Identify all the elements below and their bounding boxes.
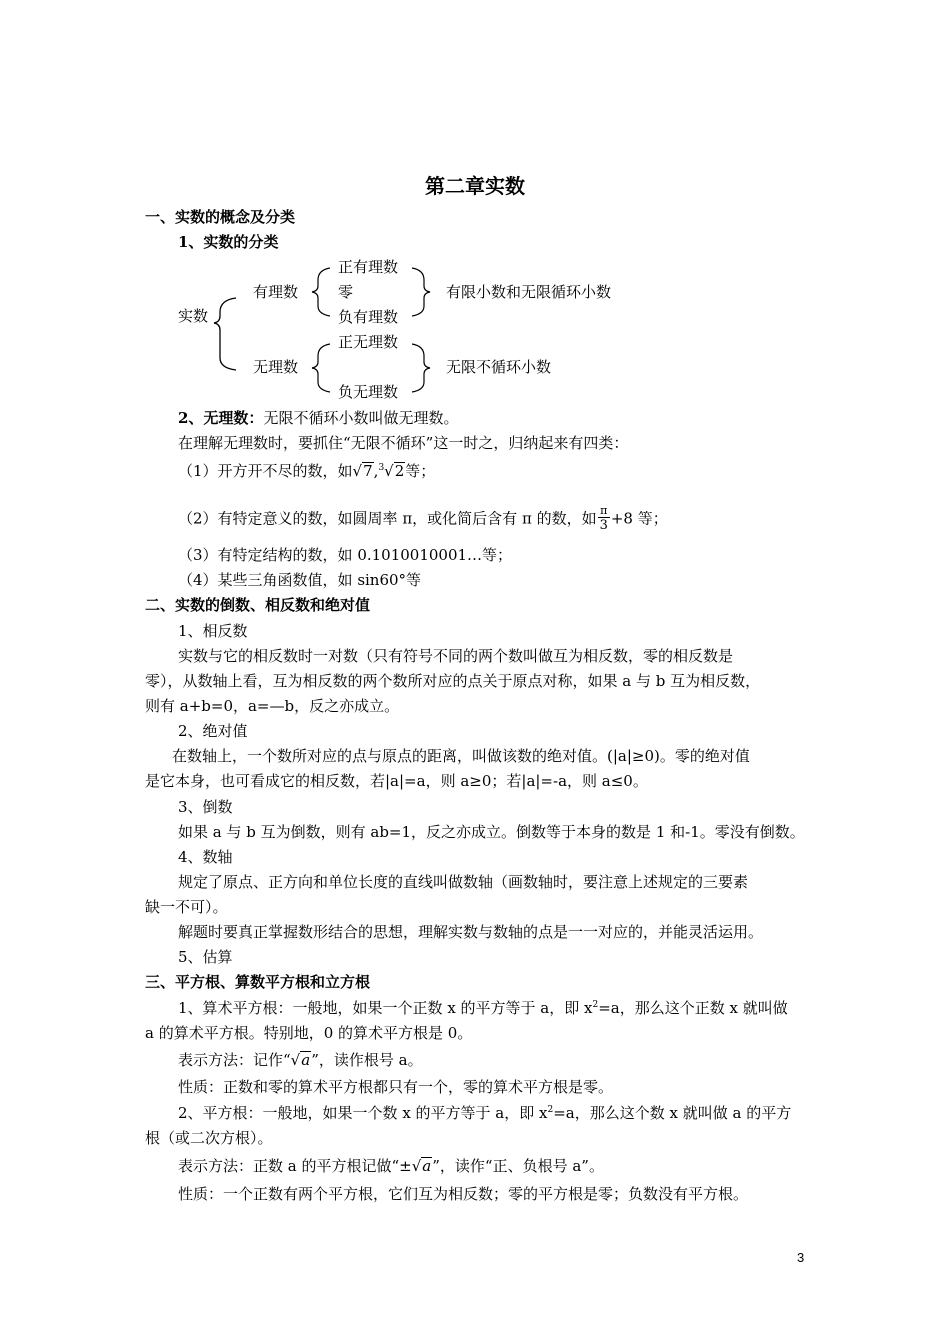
tree-rational-item-1: 零 xyxy=(338,283,354,301)
tree-irrational: 无理数 xyxy=(253,358,299,376)
section3-p4a xyxy=(178,1103,791,1123)
chapter-title: 第二章实数 xyxy=(425,174,525,198)
tree-rational-item-2: 负有理数 xyxy=(338,308,399,326)
tree-irrational-item-0: 正无理数 xyxy=(338,333,399,351)
section2-p2b: 是它本身，也可看成它的相反数，若|a|=a，则 a≥0；若|a|=-a，则 a≤0。 xyxy=(145,772,648,790)
section2-sub1: 1、相反数 xyxy=(178,622,248,640)
section2-p4c: 解题时要真正掌握数形结合的思想，理解实数与数轴的点是一一对应的，并能灵活运用。 xyxy=(178,923,764,941)
p4a-pre: 2、平方根：一般地，如果一个数 x 的平方等于 a，即 x xyxy=(178,1104,548,1122)
section3-p5 xyxy=(178,1156,604,1176)
irrational-right-brace xyxy=(412,344,430,392)
tree-rational-desc: 有限小数和无限循环小数 xyxy=(446,283,612,301)
irrational-item-4: （4）某些三角函数值，如 sin60°等 xyxy=(178,571,422,589)
section3-heading: 三、平方根、算数平方根和立方根 xyxy=(145,973,371,991)
tree-rational: 有理数 xyxy=(253,283,299,301)
section3-p1a xyxy=(178,998,788,1018)
rational-left-brace xyxy=(312,268,330,316)
p1a-post: =a，那么这个正数 x 就叫做 xyxy=(598,999,788,1017)
section2-sub4: 4、数轴 xyxy=(178,848,233,866)
irrational-left-brace xyxy=(312,344,330,392)
item2-suffix: +8 等； xyxy=(610,509,668,528)
item1-suffix: 等； xyxy=(405,462,436,480)
section2-sub5: 5、估算 xyxy=(178,948,233,966)
p1a-superscript: 2 xyxy=(592,1000,599,1010)
section1-heading: 一、实数的概念及分类 xyxy=(145,208,296,226)
fraction-denominator: 3 xyxy=(599,518,608,533)
page-number: 3 xyxy=(797,1250,805,1265)
cube-root-symbol: √ xyxy=(384,462,394,480)
p4a-superscript: 2 xyxy=(547,1105,554,1115)
tree-root: 实数 xyxy=(178,307,209,325)
section3-p6: 性质：一个正数有两个平方根，它们互为相反数；零的平方根是零；负数没有平方根。 xyxy=(178,1185,749,1203)
p2-post: ”，读作根号 a。 xyxy=(311,1051,423,1069)
irrational-item-2 xyxy=(178,505,668,534)
section2-p1c: 则有 a+b=0，a=—b，反之亦成立。 xyxy=(145,697,400,715)
rational-right-brace xyxy=(412,268,430,316)
sqrt-symbol: √ xyxy=(352,462,363,480)
tree-rational-item-0: 正有理数 xyxy=(338,258,399,276)
irrational-item-1: （1）开方开不尽的数，如√7,$^3$√2等； xyxy=(178,462,436,480)
pm-sqrt-radicand: a xyxy=(422,1157,432,1175)
pi-over-3-fraction xyxy=(598,505,610,534)
section3-p2 xyxy=(178,1050,423,1070)
section2-heading: 二、实数的倒数、相反数和绝对值 xyxy=(145,596,371,614)
section2-sub3: 3、倒数 xyxy=(178,798,233,816)
section2-p4b: 缺一不可）。 xyxy=(145,898,228,916)
section1-sub1: 1、实数的分类 xyxy=(178,233,279,251)
plus-minus-sign: ± xyxy=(399,1157,412,1175)
p5-pre: 表示方法：正数 a 的平方根记做“ xyxy=(178,1157,400,1175)
cbrt-2: 2 xyxy=(394,462,405,480)
section2-p3: 如果 a 与 b 互为倒数，则有 ab=1，反之亦成立。倒数等于本身的数是 1 和-1。零没有倒数。 xyxy=(178,823,805,841)
sqrt-a-symbol: √ xyxy=(290,1051,301,1069)
section2-p1b: 零），从数轴上看，互为相反数的两个数所对应的点关于原点对称，如果 a 与 b 互为相反数， xyxy=(145,672,761,690)
sqrt-a-radicand: a xyxy=(301,1051,311,1069)
section2-p4a: 规定了原点、正方向和单位长度的直线叫做数轴（画数轴时，要注意上述规定的三要素 xyxy=(178,873,749,891)
root-brace xyxy=(214,298,236,370)
section3-p3: 性质：正数和零的算术平方根都只有一个，零的算术平方根是零。 xyxy=(178,1078,614,1096)
irrational-intro: 在理解无理数时，要抓住“无限不循环”这一时之，归纳起来有四类： xyxy=(178,434,629,452)
p2-pre: 表示方法：记作“ xyxy=(178,1051,291,1069)
p4a-post: =a，那么这个数 x 就叫做 a 的平方 xyxy=(553,1104,792,1122)
cube-root-index: 3 xyxy=(378,463,385,473)
irrational-definition xyxy=(178,408,458,428)
section2-p2a: 在数轴上，一个数所对应的点与原点的距离，叫做该数的绝对值。(|a|≥0)。零的绝对值 xyxy=(172,747,750,765)
pm-sqrt-symbol: √ xyxy=(411,1157,422,1175)
p1a-pre: 1、算术平方根：一般地，如果一个正数 x 的平方等于 a，即 x xyxy=(178,999,593,1017)
p5-post: ”，读作“正、负根号 a”。 xyxy=(432,1157,604,1175)
section3-p4b: 根（或二次方根）。 xyxy=(145,1129,273,1147)
item1-prefix: （1）开方开不尽的数，如 xyxy=(178,462,353,480)
section2-p1a: 实数与它的相反数时一对数（只有符号不同的两个数叫做互为相反数，零的相反数是 xyxy=(178,647,734,665)
sqrt-7: 7 xyxy=(363,462,373,480)
irrational-definition-text: 无限不循环小数叫做无理数。 xyxy=(263,409,459,427)
irrational-definition-label: 2、无理数： xyxy=(178,409,264,427)
section3-p1b: a 的算术平方根。特别地，0 的算术平方根是 0。 xyxy=(145,1024,473,1042)
tree-irrational-desc: 无限不循环小数 xyxy=(446,358,552,376)
item2-prefix: （2）有特定意义的数，如圆周率 π，或化简后含有 π 的数，如 xyxy=(178,509,597,528)
irrational-item-3: （3）有特定结构的数，如 0.1010010001…等； xyxy=(178,546,513,564)
section2-sub2: 2、绝对值 xyxy=(178,722,248,740)
fraction-numerator: π xyxy=(600,504,608,517)
tree-irrational-item-1: 负无理数 xyxy=(338,383,399,401)
